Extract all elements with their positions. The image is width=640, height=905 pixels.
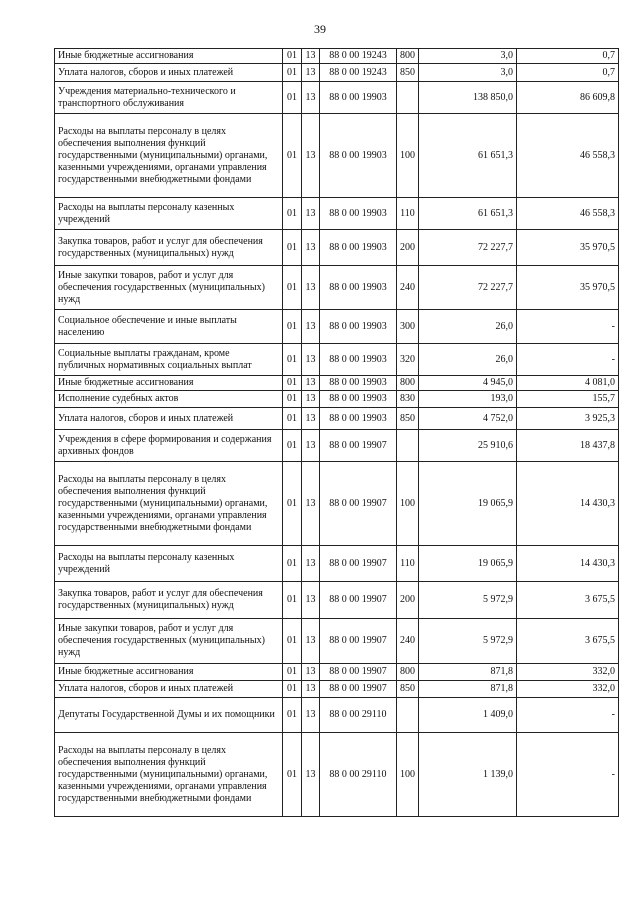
- expense-type-cell: 100: [397, 114, 419, 198]
- subsection-code-cell: 13: [302, 430, 320, 462]
- expense-type-cell: 200: [397, 582, 419, 619]
- section-code-cell: 01: [283, 64, 302, 82]
- approved-amount-cell: 3,0: [419, 64, 517, 82]
- expense-type-cell: 830: [397, 391, 419, 408]
- approved-amount-cell: 19 065,9: [419, 462, 517, 546]
- expense-type-cell: [397, 698, 419, 733]
- name-cell: Учреждения материально-технического и транспортного обслуживания: [55, 82, 283, 114]
- subsection-code-cell: 13: [302, 664, 320, 681]
- target-article-cell: 88 0 00 19903: [320, 198, 397, 230]
- approved-amount-cell: 25 910,6: [419, 430, 517, 462]
- name-cell: Иные закупки товаров, работ и услуг для обеспечения государственных (муниципальных) нужд: [55, 266, 283, 310]
- target-article-cell: 88 0 00 19903: [320, 114, 397, 198]
- target-article-cell: 88 0 00 19243: [320, 49, 397, 64]
- approved-amount-cell: 26,0: [419, 344, 517, 376]
- section-code-cell: 01: [283, 546, 302, 582]
- section-code-cell: 01: [283, 266, 302, 310]
- subsection-code-cell: 13: [302, 344, 320, 376]
- approved-amount-cell: 4 945,0: [419, 376, 517, 391]
- target-article-cell: 88 0 00 19243: [320, 64, 397, 82]
- subsection-code-cell: 13: [302, 619, 320, 664]
- section-code-cell: 01: [283, 408, 302, 430]
- name-cell: Иные бюджетные ассигнования: [55, 49, 283, 64]
- table-row: [55, 698, 619, 733]
- subsection-code-cell: 13: [302, 230, 320, 266]
- executed-amount-cell: 3 675,5: [517, 582, 619, 619]
- name-cell: Расходы на выплаты персоналу казенных учреждений: [55, 198, 283, 230]
- target-article-cell: 88 0 00 19903: [320, 230, 397, 266]
- approved-amount-cell: 72 227,7: [419, 230, 517, 266]
- subsection-code-cell: 13: [302, 49, 320, 64]
- expense-type-cell: 110: [397, 198, 419, 230]
- subsection-code-cell: 13: [302, 114, 320, 198]
- executed-amount-cell: -: [517, 344, 619, 376]
- executed-amount-cell: 332,0: [517, 681, 619, 698]
- table-row: [55, 376, 619, 391]
- subsection-code-cell: 13: [302, 310, 320, 344]
- expense-type-cell: 240: [397, 266, 419, 310]
- table-row: [55, 198, 619, 230]
- name-cell: Расходы на выплаты персоналу в целях обеспечения выполнения функций государственными (муниципальными) органами, казенными учреждениями, органами управления государственными внебюджетными фондами: [55, 462, 283, 546]
- expense-type-cell: [397, 430, 419, 462]
- section-code-cell: 01: [283, 462, 302, 546]
- table-row: [55, 344, 619, 376]
- subsection-code-cell: 13: [302, 546, 320, 582]
- approved-amount-cell: 72 227,7: [419, 266, 517, 310]
- target-article-cell: 88 0 00 19907: [320, 582, 397, 619]
- approved-amount-cell: 61 651,3: [419, 114, 517, 198]
- table-row: [55, 408, 619, 430]
- expense-type-cell: 800: [397, 664, 419, 681]
- subsection-code-cell: 13: [302, 462, 320, 546]
- section-code-cell: 01: [283, 733, 302, 817]
- subsection-code-cell: 13: [302, 64, 320, 82]
- section-code-cell: 01: [283, 430, 302, 462]
- approved-amount-cell: 871,8: [419, 664, 517, 681]
- page-number: 39: [314, 22, 326, 36]
- expense-type-cell: 850: [397, 408, 419, 430]
- subsection-code-cell: 13: [302, 698, 320, 733]
- section-code-cell: 01: [283, 698, 302, 733]
- table-row: [55, 49, 619, 64]
- executed-amount-cell: 86 609,8: [517, 82, 619, 114]
- approved-amount-cell: 5 972,9: [419, 582, 517, 619]
- table-row: [55, 230, 619, 266]
- name-cell: Закупка товаров, работ и услуг для обеспечения государственных (муниципальных) нужд: [55, 230, 283, 266]
- name-cell: Уплата налогов, сборов и иных платежей: [55, 64, 283, 82]
- expense-type-cell: 800: [397, 49, 419, 64]
- name-cell: Депутаты Государственной Думы и их помощники: [55, 698, 283, 733]
- subsection-code-cell: 13: [302, 408, 320, 430]
- table-row: [55, 619, 619, 664]
- table-row: [55, 64, 619, 82]
- name-cell: Иные закупки товаров, работ и услуг для обеспечения государственных (муниципальных) нужд: [55, 619, 283, 664]
- expense-type-cell: 110: [397, 546, 419, 582]
- target-article-cell: 88 0 00 29110: [320, 698, 397, 733]
- section-code-cell: 01: [283, 82, 302, 114]
- name-cell: Социальные выплаты гражданам, кроме публичных нормативных социальных выплат: [55, 344, 283, 376]
- table-row: [55, 391, 619, 408]
- approved-amount-cell: 138 850,0: [419, 82, 517, 114]
- name-cell: Уплата налогов, сборов и иных платежей: [55, 681, 283, 698]
- subsection-code-cell: 13: [302, 681, 320, 698]
- target-article-cell: 88 0 00 19903: [320, 344, 397, 376]
- executed-amount-cell: 46 558,3: [517, 198, 619, 230]
- table-row: [55, 582, 619, 619]
- approved-amount-cell: 1 409,0: [419, 698, 517, 733]
- section-code-cell: 01: [283, 582, 302, 619]
- section-code-cell: 01: [283, 198, 302, 230]
- target-article-cell: 88 0 00 19907: [320, 619, 397, 664]
- subsection-code-cell: 13: [302, 733, 320, 817]
- table-row: [55, 82, 619, 114]
- approved-amount-cell: 26,0: [419, 310, 517, 344]
- name-cell: Расходы на выплаты персоналу казенных учреждений: [55, 546, 283, 582]
- executed-amount-cell: 35 970,5: [517, 230, 619, 266]
- target-article-cell: 88 0 00 19903: [320, 408, 397, 430]
- table-row: [55, 664, 619, 681]
- target-article-cell: 88 0 00 19907: [320, 430, 397, 462]
- name-cell: Уплата налогов, сборов и иных платежей: [55, 408, 283, 430]
- table-row: [55, 462, 619, 546]
- approved-amount-cell: 1 139,0: [419, 733, 517, 817]
- executed-amount-cell: 332,0: [517, 664, 619, 681]
- target-article-cell: 88 0 00 19903: [320, 310, 397, 344]
- executed-amount-cell: 3 925,3: [517, 408, 619, 430]
- executed-amount-cell: 0,7: [517, 49, 619, 64]
- target-article-cell: 88 0 00 19907: [320, 546, 397, 582]
- expense-type-cell: [397, 82, 419, 114]
- table-row: [55, 733, 619, 817]
- subsection-code-cell: 13: [302, 266, 320, 310]
- expense-type-cell: 320: [397, 344, 419, 376]
- executed-amount-cell: -: [517, 698, 619, 733]
- section-code-cell: 01: [283, 619, 302, 664]
- target-article-cell: 88 0 00 19907: [320, 462, 397, 546]
- section-code-cell: 01: [283, 310, 302, 344]
- executed-amount-cell: 14 430,3: [517, 546, 619, 582]
- executed-amount-cell: 35 970,5: [517, 266, 619, 310]
- name-cell: Расходы на выплаты персоналу в целях обеспечения выполнения функций государственными (муниципальными) органами, казенными учреждениями, органами управления государственными внебюджетными фондами: [55, 114, 283, 198]
- expense-type-cell: 850: [397, 64, 419, 82]
- executed-amount-cell: 18 437,8: [517, 430, 619, 462]
- expense-type-cell: 850: [397, 681, 419, 698]
- target-article-cell: 88 0 00 19903: [320, 266, 397, 310]
- target-article-cell: 88 0 00 19903: [320, 391, 397, 408]
- name-cell: Исполнение судебных актов: [55, 391, 283, 408]
- section-code-cell: 01: [283, 49, 302, 64]
- executed-amount-cell: -: [517, 733, 619, 817]
- name-cell: Социальное обеспечение и иные выплаты населению: [55, 310, 283, 344]
- expense-type-cell: 240: [397, 619, 419, 664]
- subsection-code-cell: 13: [302, 391, 320, 408]
- table-body: [55, 49, 619, 817]
- section-code-cell: 01: [283, 344, 302, 376]
- approved-amount-cell: 5 972,9: [419, 619, 517, 664]
- section-code-cell: 01: [283, 681, 302, 698]
- section-code-cell: 01: [283, 230, 302, 266]
- approved-amount-cell: 871,8: [419, 681, 517, 698]
- expense-type-cell: 300: [397, 310, 419, 344]
- executed-amount-cell: 3 675,5: [517, 619, 619, 664]
- name-cell: Иные бюджетные ассигнования: [55, 664, 283, 681]
- target-article-cell: 88 0 00 19903: [320, 82, 397, 114]
- subsection-code-cell: 13: [302, 82, 320, 114]
- section-code-cell: 01: [283, 376, 302, 391]
- section-code-cell: 01: [283, 114, 302, 198]
- expense-type-cell: 800: [397, 376, 419, 391]
- table-row: [55, 266, 619, 310]
- executed-amount-cell: 155,7: [517, 391, 619, 408]
- approved-amount-cell: 193,0: [419, 391, 517, 408]
- expense-type-cell: 100: [397, 733, 419, 817]
- executed-amount-cell: 4 081,0: [517, 376, 619, 391]
- target-article-cell: 88 0 00 29110: [320, 733, 397, 817]
- executed-amount-cell: 14 430,3: [517, 462, 619, 546]
- approved-amount-cell: 4 752,0: [419, 408, 517, 430]
- subsection-code-cell: 13: [302, 376, 320, 391]
- expense-type-cell: 200: [397, 230, 419, 266]
- target-article-cell: 88 0 00 19903: [320, 376, 397, 391]
- executed-amount-cell: 0,7: [517, 64, 619, 82]
- target-article-cell: 88 0 00 19907: [320, 681, 397, 698]
- approved-amount-cell: 61 651,3: [419, 198, 517, 230]
- table-row: [55, 430, 619, 462]
- section-code-cell: 01: [283, 391, 302, 408]
- section-code-cell: 01: [283, 664, 302, 681]
- name-cell: Учреждения в сфере формирования и содержания архивных фондов: [55, 430, 283, 462]
- table-row: [55, 681, 619, 698]
- table-row: [55, 546, 619, 582]
- executed-amount-cell: 46 558,3: [517, 114, 619, 198]
- name-cell: Закупка товаров, работ и услуг для обеспечения государственных (муниципальных) нужд: [55, 582, 283, 619]
- name-cell: Иные бюджетные ассигнования: [55, 376, 283, 391]
- subsection-code-cell: 13: [302, 198, 320, 230]
- subsection-code-cell: 13: [302, 582, 320, 619]
- approved-amount-cell: 3,0: [419, 49, 517, 64]
- table-row: [55, 114, 619, 198]
- name-cell: Расходы на выплаты персоналу в целях обеспечения выполнения функций государственными (муниципальными) органами, казенными учреждениями, органами управления государственными внебюджетными фондами: [55, 733, 283, 817]
- budget-table: [54, 48, 619, 817]
- target-article-cell: 88 0 00 19907: [320, 664, 397, 681]
- executed-amount-cell: -: [517, 310, 619, 344]
- table-row: [55, 310, 619, 344]
- approved-amount-cell: 19 065,9: [419, 546, 517, 582]
- expense-type-cell: 100: [397, 462, 419, 546]
